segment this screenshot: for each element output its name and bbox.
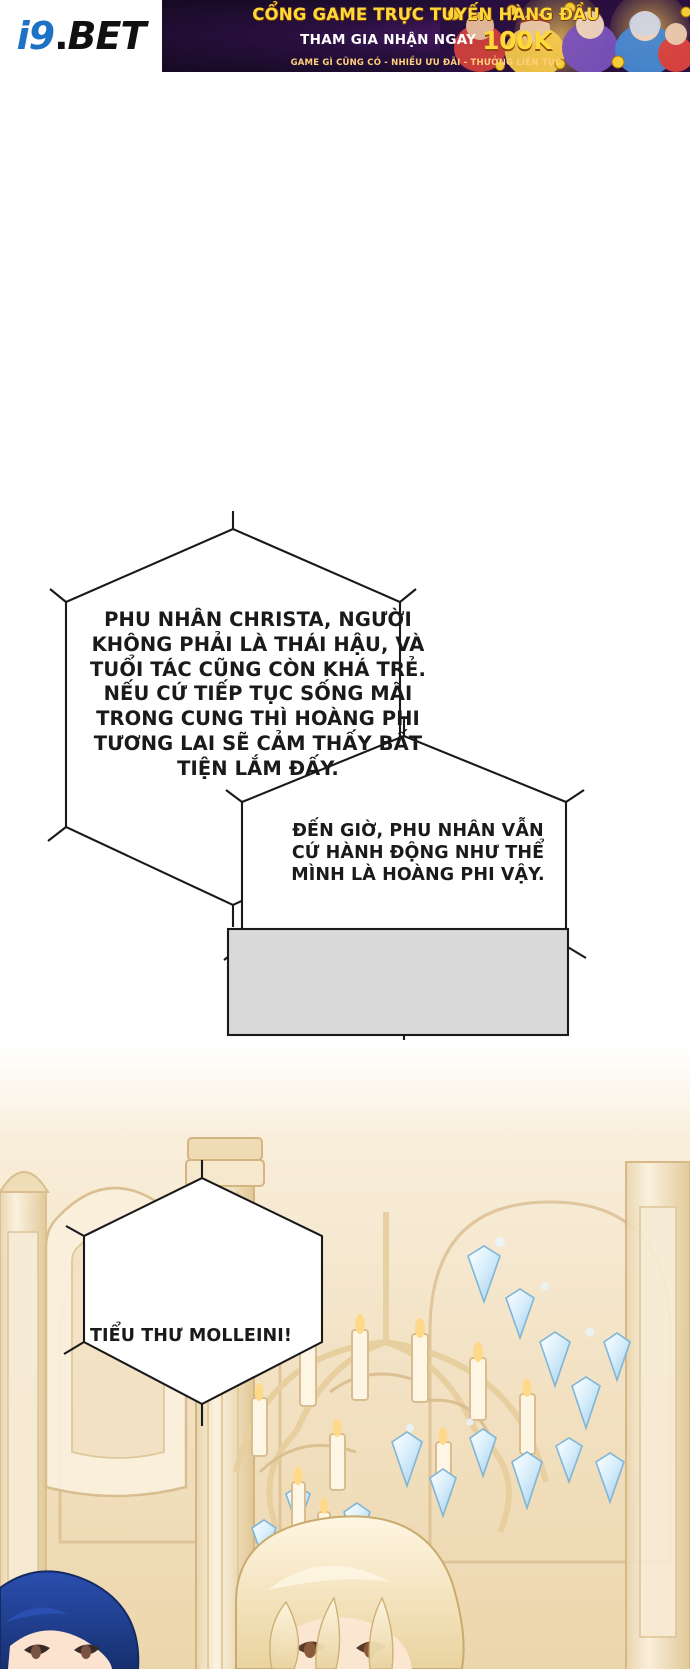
ad-subheadline	[300, 26, 552, 55]
bubble-1-line-4: NẾU CỨ TIẾP TỤC SỐNG MÃI	[103, 682, 413, 706]
bubble-1-line-7: TIỆN LẮM ĐẤY.	[177, 756, 339, 780]
speech-bubble-3-text	[66, 1325, 316, 1347]
ad-headline: CỔNG GAME TRỰC TUYẾN HÀNG ĐẦU	[252, 4, 600, 24]
ad-offer-text: THAM GIA NHẬN NGAY	[300, 32, 477, 48]
speech-bubble-1-text	[60, 608, 456, 781]
bubble-1-line-2: KHÔNG PHẢI LÀ THÁI HẬU, VÀ	[91, 632, 425, 656]
ad-logo-dot: .	[54, 14, 68, 58]
bubble-2-line-2: CỨ HÀNH ĐỘNG NHƯ THỂ	[291, 843, 545, 864]
ad-logo-text	[17, 14, 146, 58]
ad-logo[interactable]	[0, 0, 162, 72]
bubble-1-line-6: TƯƠNG LAI SẼ CẢM THẤY BẤT	[93, 731, 423, 755]
bubble-1-line-1: PHU NHÂN CHRISTA, NGƯỜI	[104, 608, 412, 631]
ad-logo-bet: BET	[67, 14, 146, 58]
advertisement-banner[interactable]	[0, 0, 690, 72]
ad-footnote: GAME GÌ CŨNG CÓ - NHIỀU ƯU ĐÃI - THƯỞNG LIÊN TỤC	[290, 57, 562, 68]
ad-content[interactable]	[162, 0, 690, 72]
ad-logo-i9: i9	[16, 14, 55, 58]
bubble-1-line-3: TUỔI TÁC CŨNG CÒN KHÁ TRẺ.	[90, 657, 426, 681]
bubble-2-line-3: MÌNH LÀ HOÀNG PHI VẬY.	[291, 865, 545, 886]
ad-offer-amount: 100K	[482, 25, 552, 55]
bubble-1-line-5: TRONG CUNG THÌ HOÀNG PHI	[96, 707, 420, 730]
comic-panel	[0, 72, 690, 1669]
speech-bubble-2-text	[236, 820, 600, 887]
speech-bubble-2-shape	[228, 732, 608, 1062]
bubble-2-line-1: ĐẾN GIỜ, PHU NHÂN VẪN	[292, 821, 544, 841]
bubble-3-line-1: TIỂU THƯ MOLLEINI!	[90, 1326, 292, 1346]
speech-bubble-3-shape	[60, 1172, 320, 1422]
